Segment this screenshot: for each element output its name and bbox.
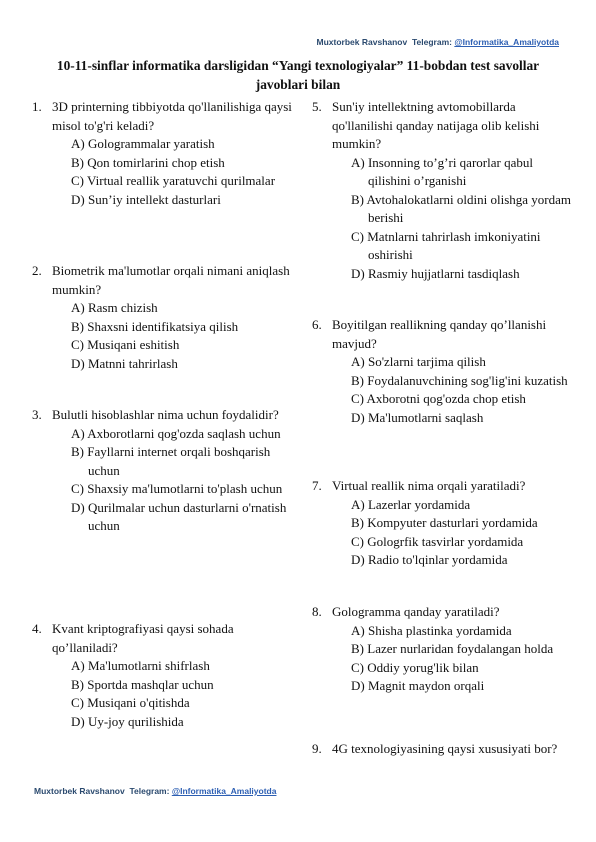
question-2 (32, 262, 292, 406)
question-1 (32, 98, 292, 262)
answer-option: C) Axborotni qog'ozda chop etish (351, 391, 526, 406)
question-number: 1. (32, 99, 42, 114)
question-5 (312, 98, 574, 316)
answer-option: B) Sportda mashqlar uchun (71, 676, 214, 692)
question-number: 4. (32, 621, 42, 636)
answer-option: B) Avtohalokatlarni oldini olishga yordam berishi (351, 191, 572, 225)
footer-author: Muxtorbek Ravshanov (34, 786, 125, 796)
question-text: Boyitilgan reallikning qanday qo’llanishi mavjud? (332, 317, 547, 351)
question-number: 7. (312, 478, 322, 493)
answer-option: C) Musiqani o'qitishda (71, 695, 190, 710)
header-author: Muxtorbek Ravshanov (316, 37, 408, 47)
answer-option: A) Gologrammalar yaratish (71, 136, 215, 151)
answer-option: D) Uy-joy qurilishida (71, 713, 184, 729)
question-8 (312, 603, 574, 740)
question-number: 8. (312, 604, 322, 619)
question-6 (312, 316, 574, 477)
answer-option: B) Lazer nurlaridan foydalangan holda (351, 641, 554, 656)
answer-option: D) Ma'lumotlarni saqlash (351, 409, 484, 425)
answer-option: D) Matnni tahrirlash (71, 355, 178, 371)
answer-option: B) Shaxsni identifikatsiya qilish (71, 318, 239, 334)
answer-option: A) Rasm chizish (71, 300, 158, 315)
footer-telegram-link[interactable]: @Informatika_Amaliyotda (171, 786, 277, 796)
question-7 (312, 477, 574, 603)
question-number: 5. (312, 99, 322, 114)
answer-option: B) Qon tomirlarini chop etish (71, 154, 225, 170)
answer-option: C) Virtual reallik yaratuvchi qurilmalar (71, 173, 276, 188)
answer-option: D) Rasmiy hujjatlarni tasdiqlash (351, 265, 520, 281)
page-footer (34, 786, 276, 796)
answer-option: A) So'zlarni tarjima qilish (351, 354, 486, 369)
page-header (317, 37, 559, 47)
question-number: 6. (312, 317, 322, 332)
answer-option: B) Kompyuter dasturlari yordamida (351, 515, 538, 530)
header-telegram-label: Telegram: (411, 37, 452, 47)
answer-option: B) Fayllarni internet orqali boshqarish uchun (71, 444, 271, 478)
answer-option: D) Radio to'lqinlar yordamida (351, 552, 508, 567)
answer-option: C) Matnlarni tahrirlash imkoniyatini oshirishi (351, 228, 541, 262)
question-text: Sun'iy intellektning avtomobillarda qo'llanilishi qanday natijaga olib kelishi mumkin? (332, 99, 540, 151)
question-text: 3D printerning tibbiyotda qo'llanilishiga qaysi misol to'g'ri keladi? (52, 99, 292, 133)
question-text: Virtual reallik nima orqali yaratiladi? (332, 478, 526, 493)
answer-option: A) Axborotlarni qog'ozda saqlash uchun (71, 425, 281, 441)
answer-option: D) Qurilmalar uchun dasturlarni o'rnatish uchun (71, 499, 287, 533)
question-number: 9. (312, 741, 322, 756)
question-text: Biometrik ma'lumotlar orqali nimani aniqlash mumkin? (52, 263, 290, 297)
answer-option: A) Shisha plastinka yordamida (351, 622, 512, 638)
answer-option: C) Oddiy yorug'lik bilan (351, 659, 479, 675)
question-text: 4G texnologiyasining qaysi xususiyati bor? (332, 741, 558, 756)
answer-option: B) Foydalanuvchining sog'lig'ini kuzatish (351, 372, 568, 388)
question-text: Kvant kriptografiyasi qaysi sohada qo’llaniladi? (52, 621, 234, 655)
answer-option: C) Shaxsiy ma'lumotlarni to'plash uchun (71, 481, 283, 496)
answer-option: A) Lazerlar yordamida (351, 496, 471, 512)
question-9 (312, 740, 574, 759)
answer-option: D) Sun’iy intellekt dasturlari (71, 191, 221, 207)
question-text: Bulutli hisoblashlar nima uchun foydalidir? (52, 407, 279, 422)
question-number: 3. (32, 407, 42, 422)
answer-option: C) Gologrfik tasvirlar yordamida (351, 533, 524, 549)
question-number: 2. (32, 263, 42, 278)
footer-telegram-label: Telegram: (129, 786, 170, 796)
answer-option: A) Insonning to’g’ri qarorlar qabul qilishini o’rganishi (351, 154, 533, 188)
question-4 (32, 620, 292, 731)
answer-option: A) Ma'lumotlarni shifrlash (71, 658, 210, 673)
question-text: Gologramma qanday yaratiladi? (332, 604, 500, 619)
answer-option: D) Magnit maydon orqali (351, 678, 485, 693)
answer-option: C) Musiqani eshitish (71, 337, 180, 352)
left-column (32, 98, 292, 731)
header-telegram-link[interactable]: @Informatika_Amaliyotda (454, 37, 559, 47)
document-title: 10-11-sinflar informatika darsligidan “Yangi texnologiyalar” 11-bobdan test savollar javoblari bilan (56, 58, 540, 92)
question-3 (32, 406, 292, 620)
right-column (312, 98, 574, 759)
